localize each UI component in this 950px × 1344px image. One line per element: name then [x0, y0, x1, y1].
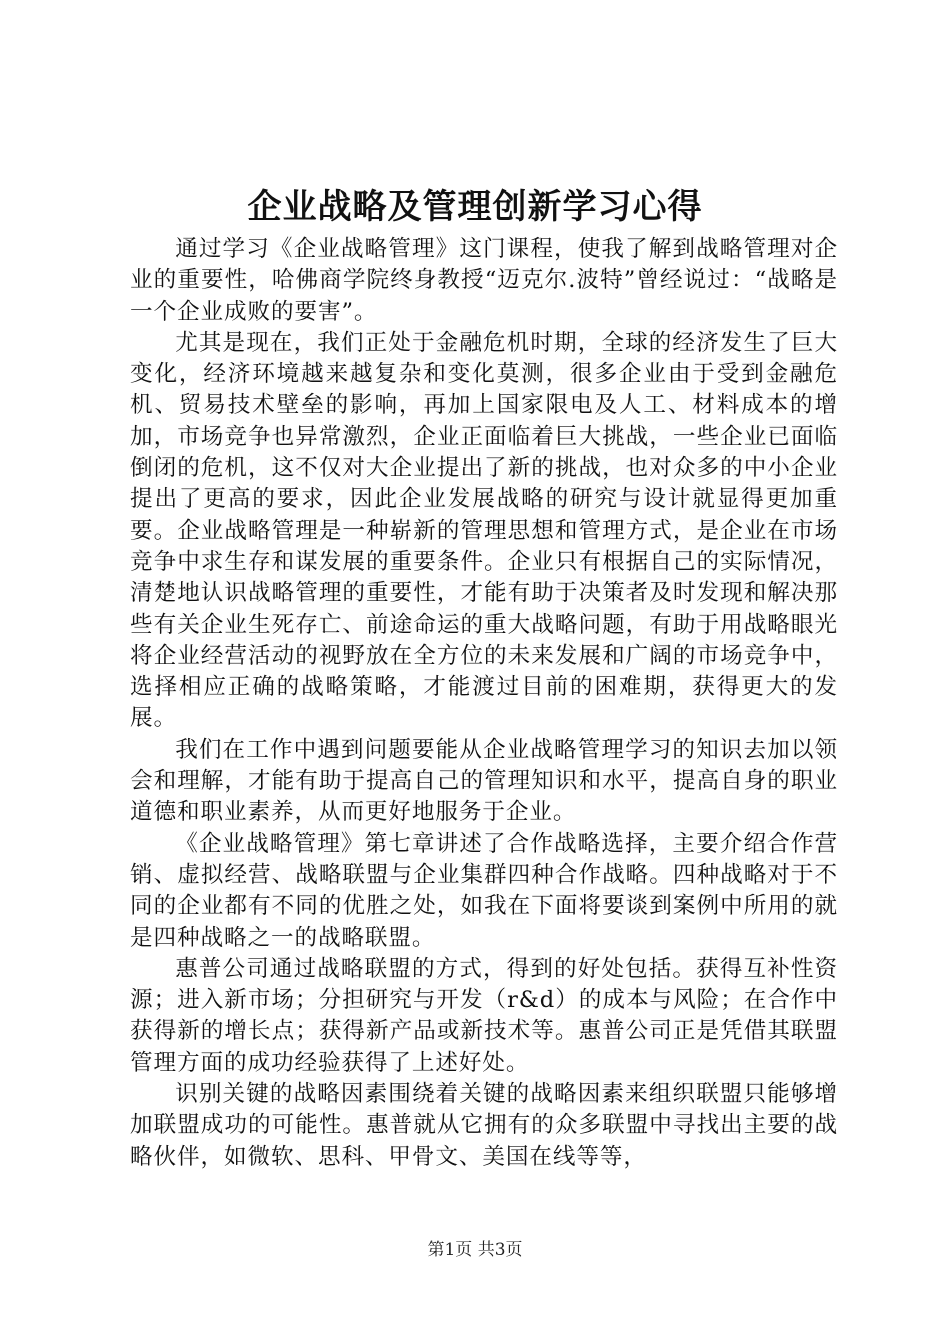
- page-footer: 第1页 共3页: [427, 1240, 523, 1260]
- paragraph: 我们在工作中遇到问题要能从企业战略管理学习的知识去加以领会和理解，才能有助于提高自己的管理知识和水平，提高自身的职业道德和职业素养，从而更好地服务于企业。: [130, 736, 838, 826]
- paragraph: 《企业战略管理》第七章讲述了合作战略选择，主要介绍合作营销、虚拟经营、战略联盟与企业集群四种合作战略。四种战略对于不同的企业都有不同的优胜之处，如我在下面将要谈到案例中所用的就是四种战略之一的战略联盟。: [130, 830, 838, 951]
- document-title: 企业战略及管理创新学习心得: [247, 187, 703, 227]
- document-body: [130, 234, 838, 1173]
- paragraph: 惠普公司通过战略联盟的方式，得到的好处包括。获得互补性资源；进入新市场；分担研究与开发（r&d）的成本与风险；在合作中获得新的增长点；获得新产品或新技术等。惠普公司正是凭借其联盟管理方面的成功经验获得了上述好处。: [130, 955, 838, 1076]
- paragraph: 尤其是现在，我们正处于金融危机时期，全球的经济发生了巨大变化，经济环境越来越复杂和变化莫测，很多企业由于受到金融危机、贸易技术壁垒的影响，再加上国家限电及人工、材料成本的增加，市场竞争也异常激烈，企业正面临着巨大挑战，一些企业已面临倒闭的危机，这不仅对大企业提出了新的挑战，也对众多的中小企业提出了更高的要求，因此企业发展战略的研究与设计就显得更加重要。企业战略管理是一种崭新的管理思想和管理方式，是企业在市场竞争中求生存和谋发展的重要条件。企业只有根据自己的实际情况，清楚地认识战略管理的重要性，才能有助于决策者及时发现和解决那些有关企业生死存亡、前途命运的重大战略问题，有助于用战略眼光将企业经营活动的视野放在全方位的未来发展和广阔的市场竞争中，选择相应正确的战略策略，才能渡过目前的困难期，获得更大的发展。: [130, 329, 838, 732]
- paragraph: 通过学习《企业战略管理》这门课程，使我了解到战略管理对企业的重要性，哈佛商学院终身教授“迈克尔.波特”曾经说过：“战略是一个企业成败的要害”。: [130, 236, 838, 325]
- paragraph: 识别关键的战略因素围绕着关键的战略因素来组织联盟只能够增加联盟成功的可能性。惠普就从它拥有的众多联盟中寻找出主要的战略伙伴，如微软、思科、甲骨文、美国在线等等，: [130, 1081, 838, 1170]
